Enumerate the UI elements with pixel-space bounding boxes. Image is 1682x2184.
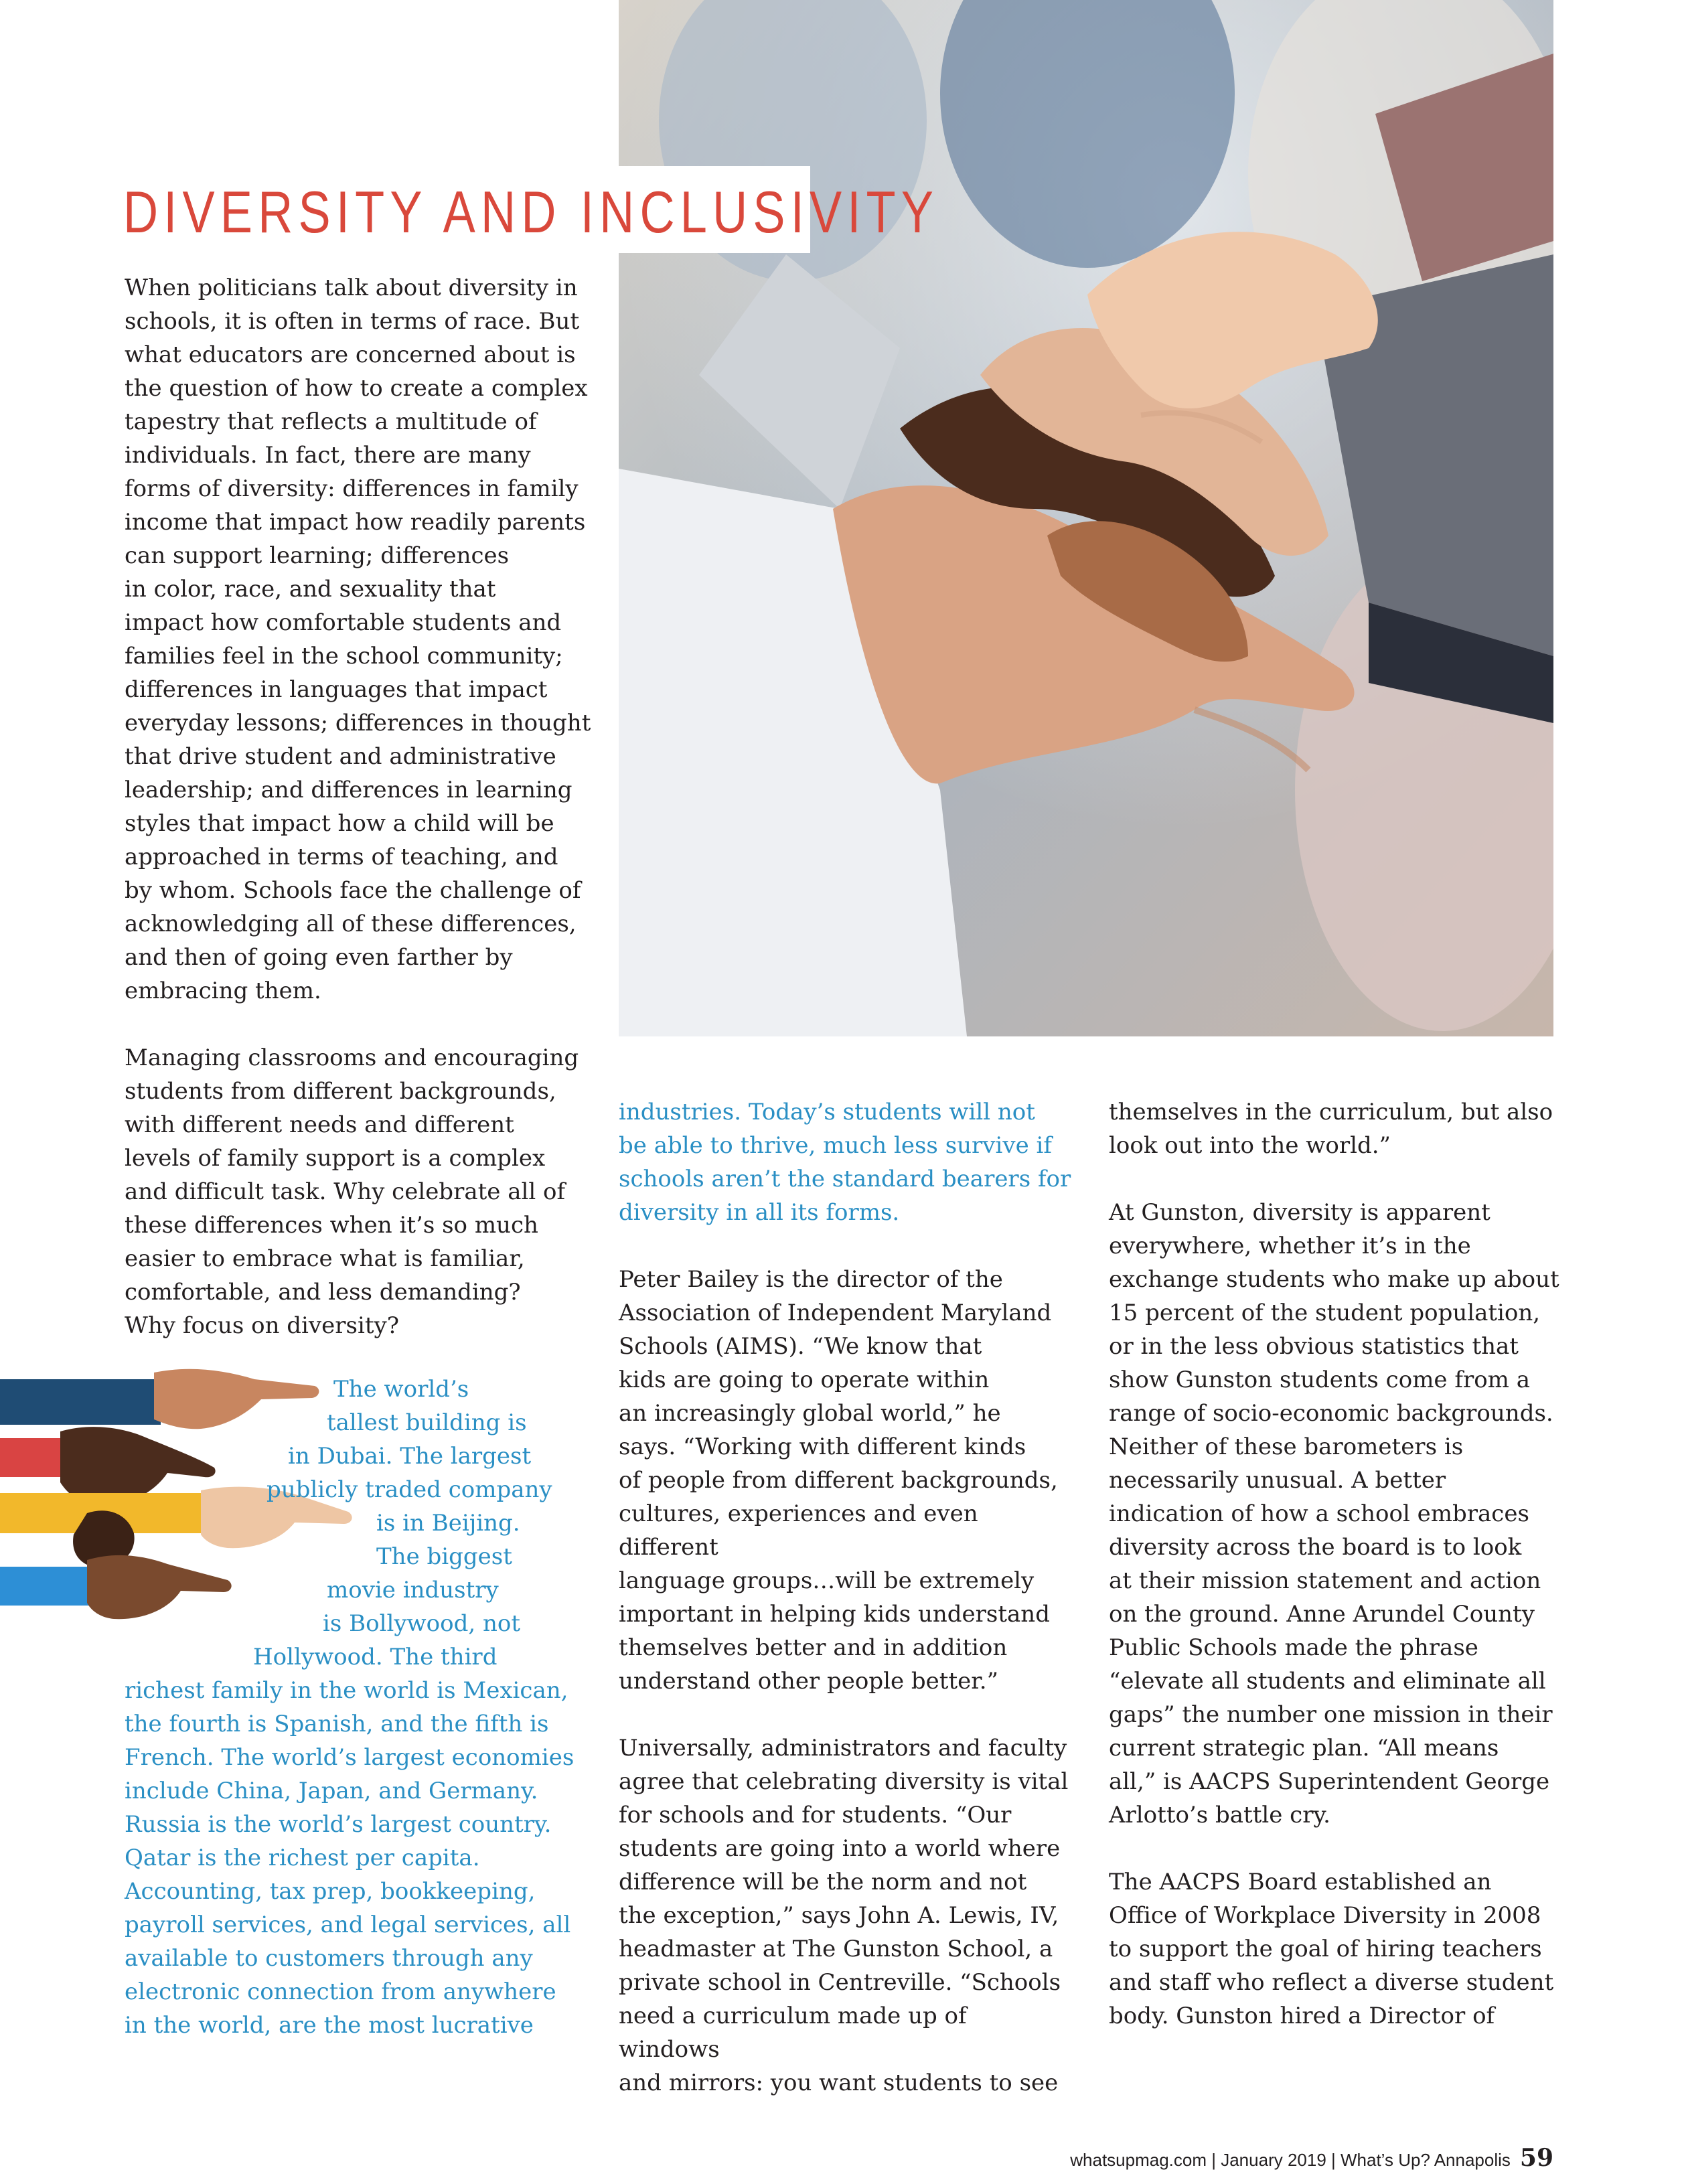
facts-line: in the world, are the most lucrative <box>125 2012 534 2039</box>
blue-sleeve <box>0 1567 94 1606</box>
paragraph: At Gunston, diversity is apparent everywhere, whether it’s in the exchange students who make up about 15 percent of the student population, or in the less obvious statistics that show Gunston students come from a range of socio-economic backgrounds. Neither of these barometers is necessarily unusual. A better indication of how a school embraces diversity across the board is to look at their mission statement and action on the ground. Anne Arundel County Public Schools made the phrase “elevate all students and eliminate all gaps” the number one mission in their current strategic plan. “All means all,” is AACPS Superintendent George Arlotto’s battle cry. <box>1109 1199 1559 1828</box>
facts-line: richest family in the world is Mexican, <box>125 1677 568 1704</box>
facts-line: is in Beijing. <box>376 1510 520 1537</box>
facts-sidebar <box>125 1373 593 2042</box>
facts-line: payroll services, and legal services, all <box>125 1912 571 1938</box>
article-section-title: DIVERSITY AND INCLUSIVITY <box>123 179 939 245</box>
red-sleeve <box>0 1438 67 1477</box>
facts-line: include China, Japan, and Germany. <box>125 1778 538 1804</box>
hero-photo-stacked-hands <box>619 0 1553 1036</box>
facts-line: in Dubai. The largest <box>288 1443 532 1470</box>
facts-line: is Bollywood, not <box>323 1610 520 1637</box>
page-number: 59 <box>1519 2144 1553 2172</box>
facts-line: the fourth is Spanish, and the fifth is <box>125 1711 549 1737</box>
title-banner <box>114 166 939 253</box>
paragraph: The AACPS Board established an Office of Workplace Diversity in 2008 to support the goal of hiring teachers and staff who reflect a diverse student body. Gunston hired a Director of <box>1109 1869 1554 2029</box>
sidebar-continuation: industries. Today’s students will not be able to thrive, much less survive if schools aren’t the standard bearers for diversity in all its forms. <box>619 1099 1071 1226</box>
facts-line: French. The world’s largest economies <box>125 1744 575 1771</box>
hands-photo-illustration <box>619 0 1553 1036</box>
middle-column <box>619 1095 1074 2100</box>
right-column <box>1109 1095 1564 2033</box>
facts-line: available to customers through any <box>125 1945 533 1972</box>
facts-line: The world’s <box>333 1376 469 1403</box>
facts-line: tallest building is <box>327 1409 527 1436</box>
facts-line: Russia is the world’s largest country. <box>125 1811 552 1838</box>
facts-line: Hollywood. The third <box>253 1644 498 1670</box>
left-column <box>125 271 593 1342</box>
paragraph: Universally, administrators and faculty agree that celebrating diversity is vital for schools and for students. “Our students are going into a world where difference will be the norm and not the exception,” says John A. Lewis, IV, headmaster at The Gunston School, a private school in Centreville. “Schools need a curriculum made up of windows and mirrors: you want students to see <box>619 1735 1069 2096</box>
facts-line: Qatar is the richest per capita. <box>125 1845 480 1871</box>
page-footer <box>1070 2144 1553 2177</box>
paragraph: Managing classrooms and encouraging students from different backgrounds, with different needs and different levels of family support is a complex and difficult task. Why celebrate all of these differences when it’s so much easier to embrace what is familiar, comfortable, and less demanding? Why focus on diversity? <box>125 1044 579 1339</box>
paragraph: themselves in the curriculum, but also look out into the world.” <box>1109 1099 1553 1159</box>
paragraph: When politicians talk about diversity in schools, it is often in terms of race. But what educators are concerned about is the question of how to create a complex tapestry that reflects a multitude of individuals. In fact, there are many forms of diversity: differences in family income that impact how readily parents can support learning; differences in color, race, and sexuality that impact how comfortable students and families feel in the school community; differences in languages that impact everyday lessons; differences in thought that drive student and administrative leadership; and differences in learning styles that impact how a child will be approached in terms of teaching, and by whom. Schools face the challenge of acknowledging all of these differences, and then of going even farther by embracing them. <box>125 275 591 1004</box>
facts-line: Accounting, tax prep, bookkeeping, <box>125 1878 536 1905</box>
facts-line: The biggest <box>376 1543 512 1570</box>
paragraph: Peter Bailey is the director of the Association of Independent Maryland Schools (AIMS). “We know that kids are going to operate within an increasingly global world,” he says. “Working with different kinds of people from different backgrounds, cultures, experiences and even different language groups…will be extremely important in helping kids understand themselves better and in addition understand other people better.” <box>619 1266 1058 1695</box>
facts-line: publicly traded company <box>266 1476 552 1503</box>
footer-publication-info: whatsupmag.com | January 2019 | What’s Up? Annapolis <box>1070 2150 1511 2170</box>
facts-line: electronic connection from anywhere <box>125 1978 556 2005</box>
facts-line: movie industry <box>327 1577 499 1604</box>
